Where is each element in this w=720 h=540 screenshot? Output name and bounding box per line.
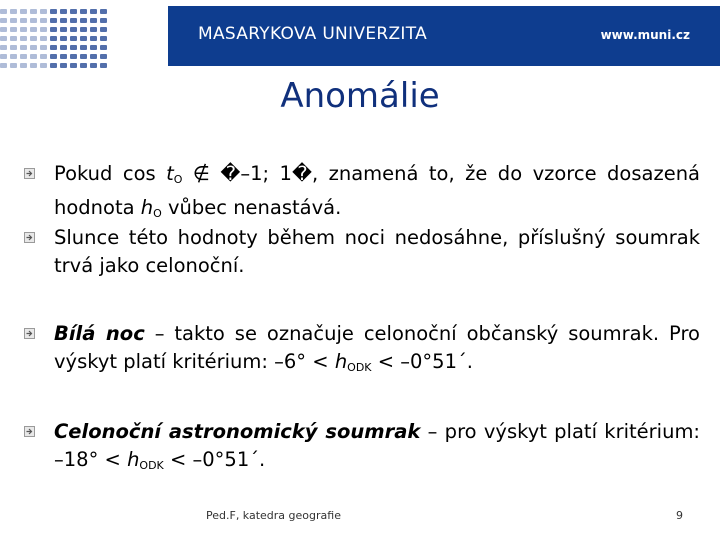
logo-dot (80, 18, 87, 23)
logo-dot (40, 9, 47, 14)
logo-dot (50, 45, 57, 50)
logo-dot (90, 9, 97, 14)
logo-dot (50, 54, 57, 59)
bullet-text: Celonoční astronomický soumrak – pro výskyt platí kritérium: $-18^\circ < h_{ODK}$ < –0°51´. (54, 420, 701, 472)
logo-dot (0, 18, 7, 23)
logo-dot (0, 54, 7, 59)
logo-dot (30, 45, 37, 50)
logo-dot (0, 27, 7, 32)
logo-dot (10, 9, 17, 14)
logo-dot (100, 9, 107, 14)
logo-dot (30, 63, 37, 68)
logo-dot (0, 9, 7, 14)
logo-dot (10, 18, 17, 23)
bullet-arrow-icon (24, 328, 35, 339)
logo-dot (90, 54, 97, 59)
header-bar (168, 6, 720, 66)
logo-dot (70, 27, 77, 32)
logo-dot (10, 27, 17, 32)
logo-dot (60, 18, 67, 23)
logo-dot (40, 36, 47, 41)
logo-dot (40, 27, 47, 32)
logo-dot (10, 36, 17, 41)
logo-dot (90, 36, 97, 41)
bullet-arrow-icon (24, 426, 35, 437)
logo-dot (30, 54, 37, 59)
logo-dot (90, 18, 97, 23)
logo-dot (90, 27, 97, 32)
bullet-arrow-icon (24, 232, 35, 243)
logo-dot (30, 27, 37, 32)
logo-dot (0, 45, 7, 50)
logo-dot (50, 27, 57, 32)
logo-dot (80, 27, 87, 32)
logo-dot (30, 18, 37, 23)
bullet-arrow-icon (24, 168, 35, 179)
logo-dot (80, 36, 87, 41)
logo-dot (90, 45, 97, 50)
logo-dot (50, 63, 57, 68)
logo-dot (40, 63, 47, 68)
logo-dot (80, 9, 87, 14)
logo-dot (70, 36, 77, 41)
logo-dot (50, 36, 57, 41)
logo-dot (50, 18, 57, 23)
logo-dot (20, 27, 27, 32)
logo-dot (60, 45, 67, 50)
logo-dot (0, 63, 7, 68)
logo-dot (60, 54, 67, 59)
logo-dot (100, 36, 107, 41)
logo-dot (70, 18, 77, 23)
university-name: MASARYKOVA UNIVERZITA (198, 24, 428, 44)
slide-title: Anomálie (280, 76, 440, 116)
logo-dot-grid (56, 6, 168, 78)
logo-dot (20, 45, 27, 50)
logo-dot (70, 63, 77, 68)
logo-dot (80, 63, 87, 68)
logo-dot (10, 63, 17, 68)
logo-dot (100, 18, 107, 23)
logo-dot (40, 18, 47, 23)
footer-department: Ped.F, katedra geografie (206, 509, 341, 522)
logo-dot (50, 9, 57, 14)
logo-dot (10, 45, 17, 50)
logo-dot (20, 63, 27, 68)
logo-dot (70, 54, 77, 59)
university-url: www.muni.cz (600, 28, 690, 42)
logo-dot (0, 36, 7, 41)
bullet-text: Bílá noc – takto se označuje celonoční občanský soumrak. Pro výskyt platí kritérium: $-6^\circ < h_{ODK}$ < –0°51´. (54, 322, 700, 374)
logo-dot (10, 54, 17, 59)
logo-dot (100, 45, 107, 50)
logo-dot (70, 9, 77, 14)
logo-dot (60, 63, 67, 68)
logo-dot (90, 63, 97, 68)
logo-dot (30, 9, 37, 14)
logo-dot (30, 36, 37, 41)
logo-dot (40, 45, 47, 50)
logo-dot (20, 18, 27, 23)
page-number: 9 (676, 509, 683, 522)
logo-dot (100, 27, 107, 32)
bullet-text: Slunce této hodnoty během noci nedosáhne, příslušný soumrak trvá jako celonoční. (54, 226, 700, 277)
logo-dot (40, 54, 47, 59)
logo-dot (70, 45, 77, 50)
slide-header (0, 0, 720, 72)
logo-dot (60, 36, 67, 41)
logo-dot (100, 63, 107, 68)
logo-dot (20, 54, 27, 59)
logo-dot (20, 36, 27, 41)
logo-dot (60, 9, 67, 14)
logo-dot (60, 27, 67, 32)
bullet-text: Pokud $\cos t_O$ ∉ �–1; 1�, znamená to, že do vzorce dosazená hodnota $h_O$ vůbec nenastává. (54, 162, 700, 220)
logo-dot (20, 9, 27, 14)
logo-dot (80, 54, 87, 59)
logo-dot (100, 54, 107, 59)
logo-dot (80, 45, 87, 50)
